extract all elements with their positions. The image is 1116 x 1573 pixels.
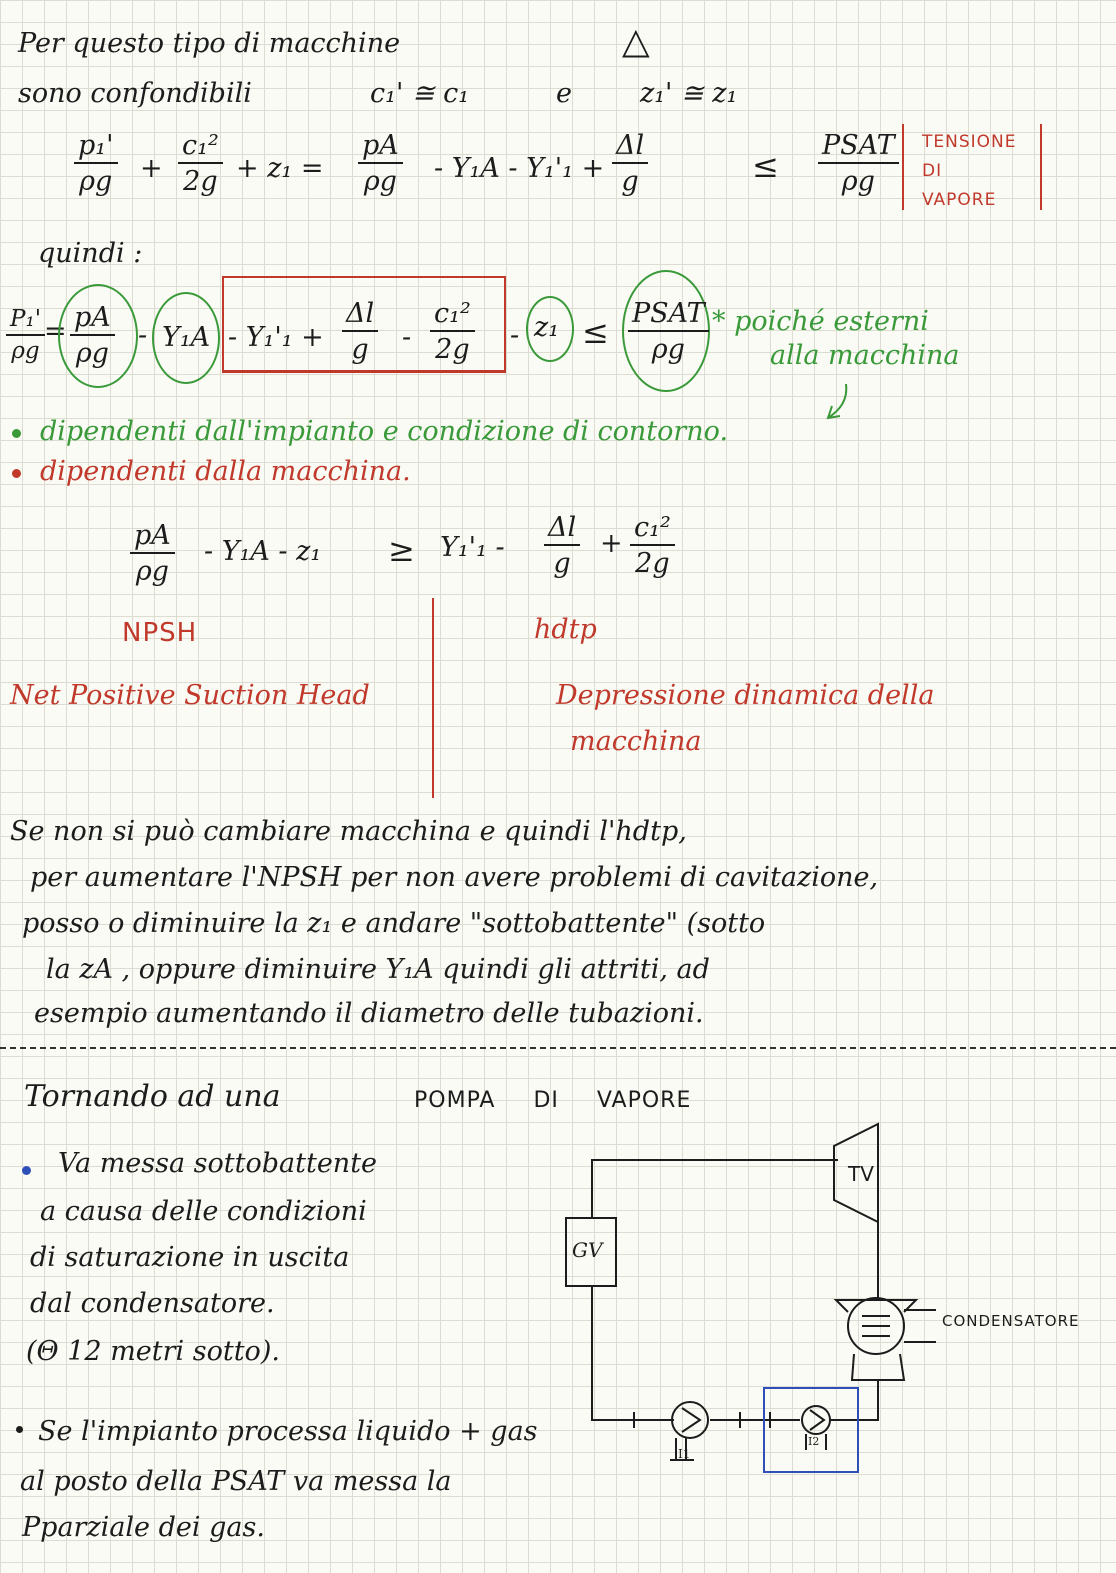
eq3-pa-fraction bbox=[130, 522, 175, 585]
eq1-psat-denominator: ρg bbox=[841, 166, 875, 197]
eq1-pa-fraction bbox=[358, 132, 403, 195]
bullet-plant-dependent: dipendenti dall'impianto e condizione di contorno. bbox=[40, 416, 729, 447]
section2-title: Tornando ad una bbox=[24, 1079, 281, 1114]
vapor-tension-note-3: VAPORE bbox=[922, 190, 997, 210]
eq2-minus-1: - bbox=[138, 320, 148, 351]
eq1-c-denominator: 2g bbox=[183, 166, 218, 197]
eq1-losses: - Y₁A - Y₁'₁ + bbox=[434, 153, 605, 184]
pump-2-label: I2 bbox=[808, 1435, 820, 1448]
eq3-dl-fraction bbox=[544, 514, 580, 577]
condenser-circle bbox=[848, 1298, 904, 1354]
hdtp-label: hdtp bbox=[534, 614, 597, 645]
eq3-ge: ≥ bbox=[388, 531, 415, 569]
bullet2-line-1: Se l'impianto processa liquido + gas bbox=[38, 1416, 538, 1447]
pipe-bottom-left bbox=[592, 1286, 674, 1420]
section-separator bbox=[0, 1047, 1116, 1049]
pipe-bottom-right bbox=[830, 1380, 878, 1420]
quindi-label: quindi : bbox=[38, 238, 143, 269]
eq2-dl-numerator: Δl bbox=[342, 300, 378, 332]
external-note-1: * poiché esterni bbox=[712, 306, 929, 337]
eq2-psat-numerator: PSAT bbox=[628, 300, 709, 332]
eq1-p1-denominator: ρg bbox=[79, 166, 113, 197]
npsh-hdtp-divider bbox=[432, 598, 434, 798]
warning-icon: △ bbox=[622, 21, 650, 62]
bullet2-line-3: Pparziale dei gas. bbox=[22, 1512, 265, 1543]
npsh-label: NPSH bbox=[122, 618, 198, 648]
eq2-psat-fraction bbox=[628, 300, 709, 363]
eq3-rhs-lead: Y₁'₁ - bbox=[440, 532, 505, 563]
eq2-z1: z₁ bbox=[534, 312, 560, 343]
eq3-c-fraction bbox=[630, 514, 675, 577]
intro-line-1: Per questo tipo di macchine bbox=[18, 28, 401, 59]
eq1-dl-denominator: g bbox=[621, 166, 639, 197]
bullet1-line-1: Va messa sottobattente bbox=[58, 1148, 378, 1179]
condenser-label: CONDENSATORE bbox=[942, 1312, 1080, 1330]
eq1-p1-numerator: p₁' bbox=[74, 132, 118, 164]
eq1-dl-fraction bbox=[612, 132, 648, 195]
eq1-c-numerator: c₁² bbox=[178, 132, 223, 164]
eq2-equals: = bbox=[44, 316, 67, 347]
vapor-tension-note-2: DI bbox=[922, 161, 943, 181]
eq2-dl-fraction bbox=[342, 300, 378, 363]
intro-z-relation: z₁' ≅ z₁ bbox=[640, 78, 738, 109]
eq1-le: ≤ bbox=[752, 147, 779, 185]
eq2-c-numerator: c₁² bbox=[430, 300, 475, 332]
eq3-lhs-rest: - Y₁A - z₁ bbox=[204, 536, 322, 567]
eq2-dl-denominator: g bbox=[351, 334, 369, 365]
eq3-c-denominator: 2g bbox=[635, 548, 670, 579]
eq1-psat-fraction bbox=[818, 132, 899, 195]
eq2-y1a: Y₁A bbox=[162, 322, 211, 353]
eq2-le: ≤ bbox=[582, 313, 609, 351]
eq1-dl-numerator: Δl bbox=[612, 132, 648, 164]
eq2-pa-numerator: pA bbox=[70, 304, 115, 336]
intro-line-2: sono confondibili bbox=[18, 78, 252, 109]
paragraph-line-3: posso o diminuire la z₁ e andare "sottobattente" (sotto bbox=[22, 908, 766, 939]
eq2-pa-denominator: ρg bbox=[75, 338, 109, 369]
eq3-pa-numerator: pA bbox=[130, 522, 175, 554]
bullet1-line-3: di saturazione in uscita bbox=[30, 1242, 350, 1273]
eq1-pa-numerator: pA bbox=[358, 132, 403, 164]
eq1-psat-numerator: PSAT bbox=[818, 132, 899, 164]
eq1-p1-fraction bbox=[74, 132, 118, 195]
paragraph-line-2: per aumentare l'NPSH per non avere problemi di cavitazione, bbox=[30, 862, 879, 893]
hdtp-full-label-2: macchina bbox=[570, 726, 702, 757]
pump-2-circle bbox=[802, 1406, 830, 1434]
paragraph-line-4: la zA , oppure diminuire Y₁A quindi gli attriti, ad bbox=[46, 954, 710, 985]
eq2-minus-2: - bbox=[402, 322, 412, 353]
bullet2-line-2: al posto della PSAT va messa la bbox=[20, 1466, 452, 1497]
hdtp-full-label-1: Depressione dinamica della bbox=[556, 680, 935, 711]
eq2-lhs-numerator: P₁' bbox=[6, 308, 45, 336]
vapor-tension-note-1: TENSIONE bbox=[922, 132, 1017, 152]
bullet-machine-dependent: dipendenti dalla macchina. bbox=[40, 456, 411, 487]
eq1-c-fraction bbox=[178, 132, 223, 195]
eq2-mid-lead: - Y₁'₁ + bbox=[228, 322, 324, 353]
intro-c-relation: c₁' ≅ c₁ bbox=[370, 78, 470, 109]
blue-bullet-dot bbox=[22, 1166, 31, 1175]
eq2-psat-denominator: ρg bbox=[651, 334, 685, 365]
eq3-dl-denominator: g bbox=[553, 548, 571, 579]
eq2-lhs-fraction bbox=[6, 308, 45, 363]
eq2-lhs-denominator: ρg bbox=[11, 338, 40, 364]
external-note-2: alla macchina bbox=[770, 340, 960, 371]
pipe-top-left bbox=[592, 1160, 838, 1218]
eq2-c-fraction bbox=[430, 300, 475, 363]
pump-2-highlight-box bbox=[764, 1388, 858, 1472]
eq2-c-denominator: 2g bbox=[435, 334, 470, 365]
pump-1-label: I1 bbox=[678, 1447, 691, 1461]
eq3-dl-numerator: Δl bbox=[544, 514, 580, 546]
black-bullet-dot bbox=[16, 1426, 23, 1433]
eq1-z-term: + z₁ = bbox=[236, 153, 324, 184]
pump-1-circle bbox=[672, 1402, 708, 1438]
green-arrow bbox=[828, 384, 846, 418]
npsh-full-label: Net Positive Suction Head bbox=[10, 680, 370, 711]
intro-and: e bbox=[556, 78, 572, 109]
green-bullet-dot bbox=[12, 429, 21, 438]
eq3-plus: + bbox=[600, 528, 623, 559]
paragraph-line-5: esempio aumentando il diametro delle tubazioni. bbox=[34, 998, 704, 1029]
bullet1-line-4: dal condensatore. bbox=[30, 1288, 275, 1319]
eq3-c-numerator: c₁² bbox=[630, 514, 675, 546]
eq1-pa-denominator: ρg bbox=[363, 166, 397, 197]
red-bullet-dot bbox=[12, 469, 21, 478]
section2-title-caps: POMPA DI VAPORE bbox=[414, 1088, 692, 1113]
turbine-tv-label: TV bbox=[848, 1162, 874, 1186]
paragraph-line-1: Se non si può cambiare macchina e quindi l'hdtp, bbox=[10, 816, 687, 847]
generator-gv-label: GV bbox=[572, 1238, 603, 1262]
eq1-plus: + bbox=[140, 153, 163, 184]
eq3-pa-denominator: ρg bbox=[135, 556, 169, 587]
eq2-minus-3: - bbox=[510, 320, 520, 351]
bullet1-line-2: a causa delle condizioni bbox=[40, 1196, 367, 1227]
eq2-pa-fraction bbox=[70, 304, 115, 367]
bullet1-line-5: (Θ 12 metri sotto). bbox=[26, 1336, 280, 1367]
